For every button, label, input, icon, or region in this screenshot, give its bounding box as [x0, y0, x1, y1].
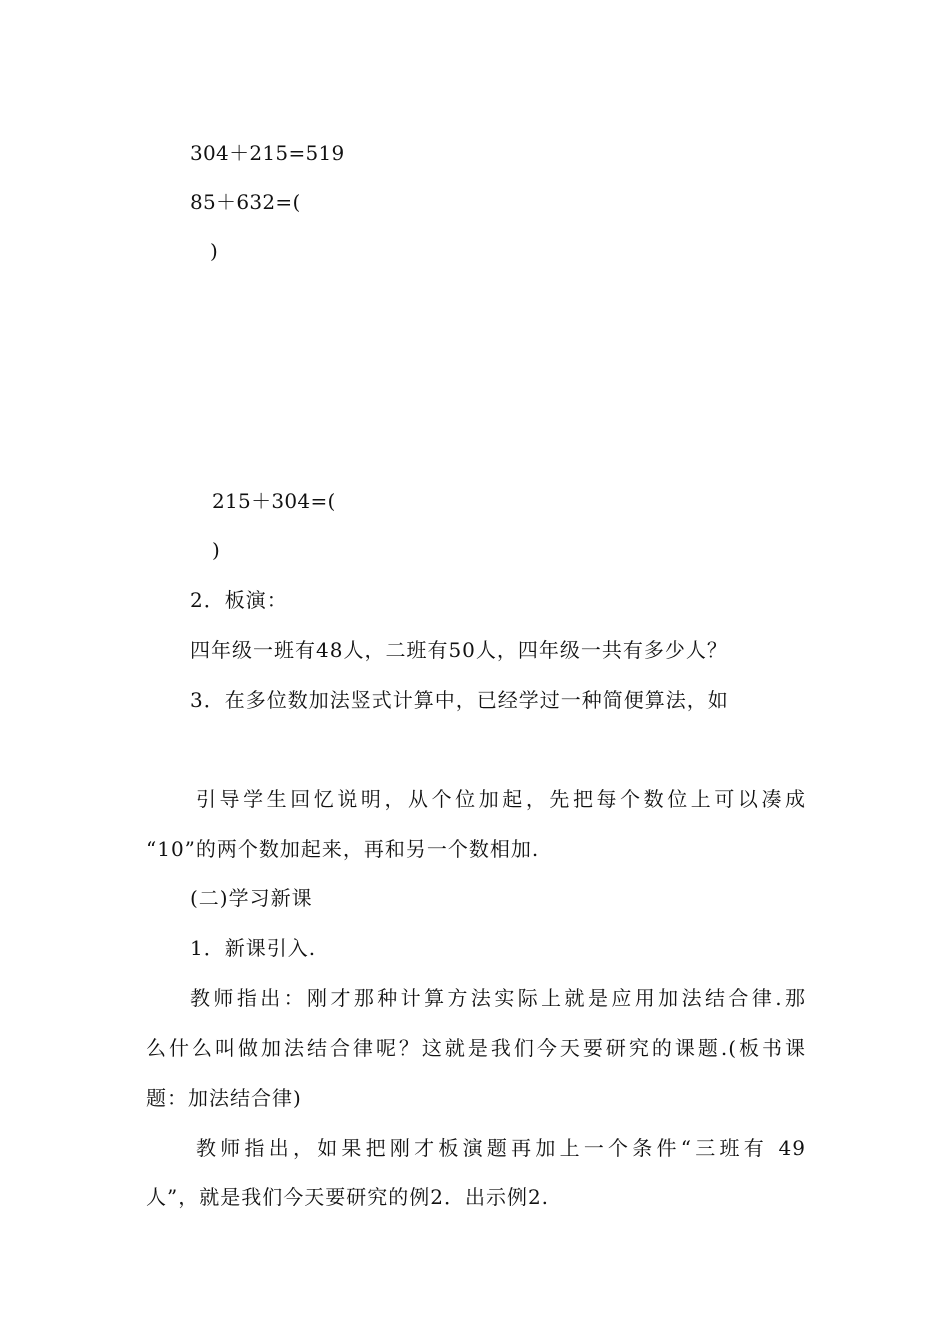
teacher-paragraph-1-line-2: 么什么叫做加法结合律呢？这就是我们今天要研究的课题.(板书课: [146, 1036, 806, 1060]
teacher-paragraph-2-line-2: 人”，就是我们今天要研究的例2．出示例2.: [146, 1185, 550, 1209]
equation-85-plus-632-close-paren: ): [210, 239, 219, 263]
equation-304-plus-215: 304＋215=519: [190, 141, 345, 165]
guide-paragraph-line-1: 引导学生回忆说明，从个位加起，先把每个数位上可以凑成: [196, 787, 806, 811]
teacher-paragraph-1-line-1: 教师指出：刚才那种计算方法实际上就是应用加法结合律.那: [190, 986, 806, 1010]
teacher-paragraph-1-line-3: 题：加法结合律): [146, 1086, 302, 1110]
teacher-paragraph-2-line-1: 教师指出，如果把刚才板演题再加上一个条件“三班有 49: [196, 1136, 806, 1160]
section-2-heading: (二)学习新课: [190, 886, 313, 910]
equation-215-plus-304-close-paren: ): [212, 538, 221, 562]
item-3-text: 3．在多位数加法竖式计算中，已经学过一种简便算法，如: [190, 688, 729, 712]
item-2-heading: 2．板演：: [190, 588, 288, 612]
item-2-problem: 四年级一班有48人，二班有50人，四年级一共有多少人？: [190, 638, 728, 662]
equation-215-plus-304: 215＋304=(: [212, 489, 336, 513]
guide-paragraph-line-2: “10”的两个数加起来，再和另一个数相加.: [146, 837, 540, 861]
equation-85-plus-632: 85＋632=(: [190, 190, 301, 214]
subsection-1-heading: 1．新课引入.: [190, 936, 317, 960]
